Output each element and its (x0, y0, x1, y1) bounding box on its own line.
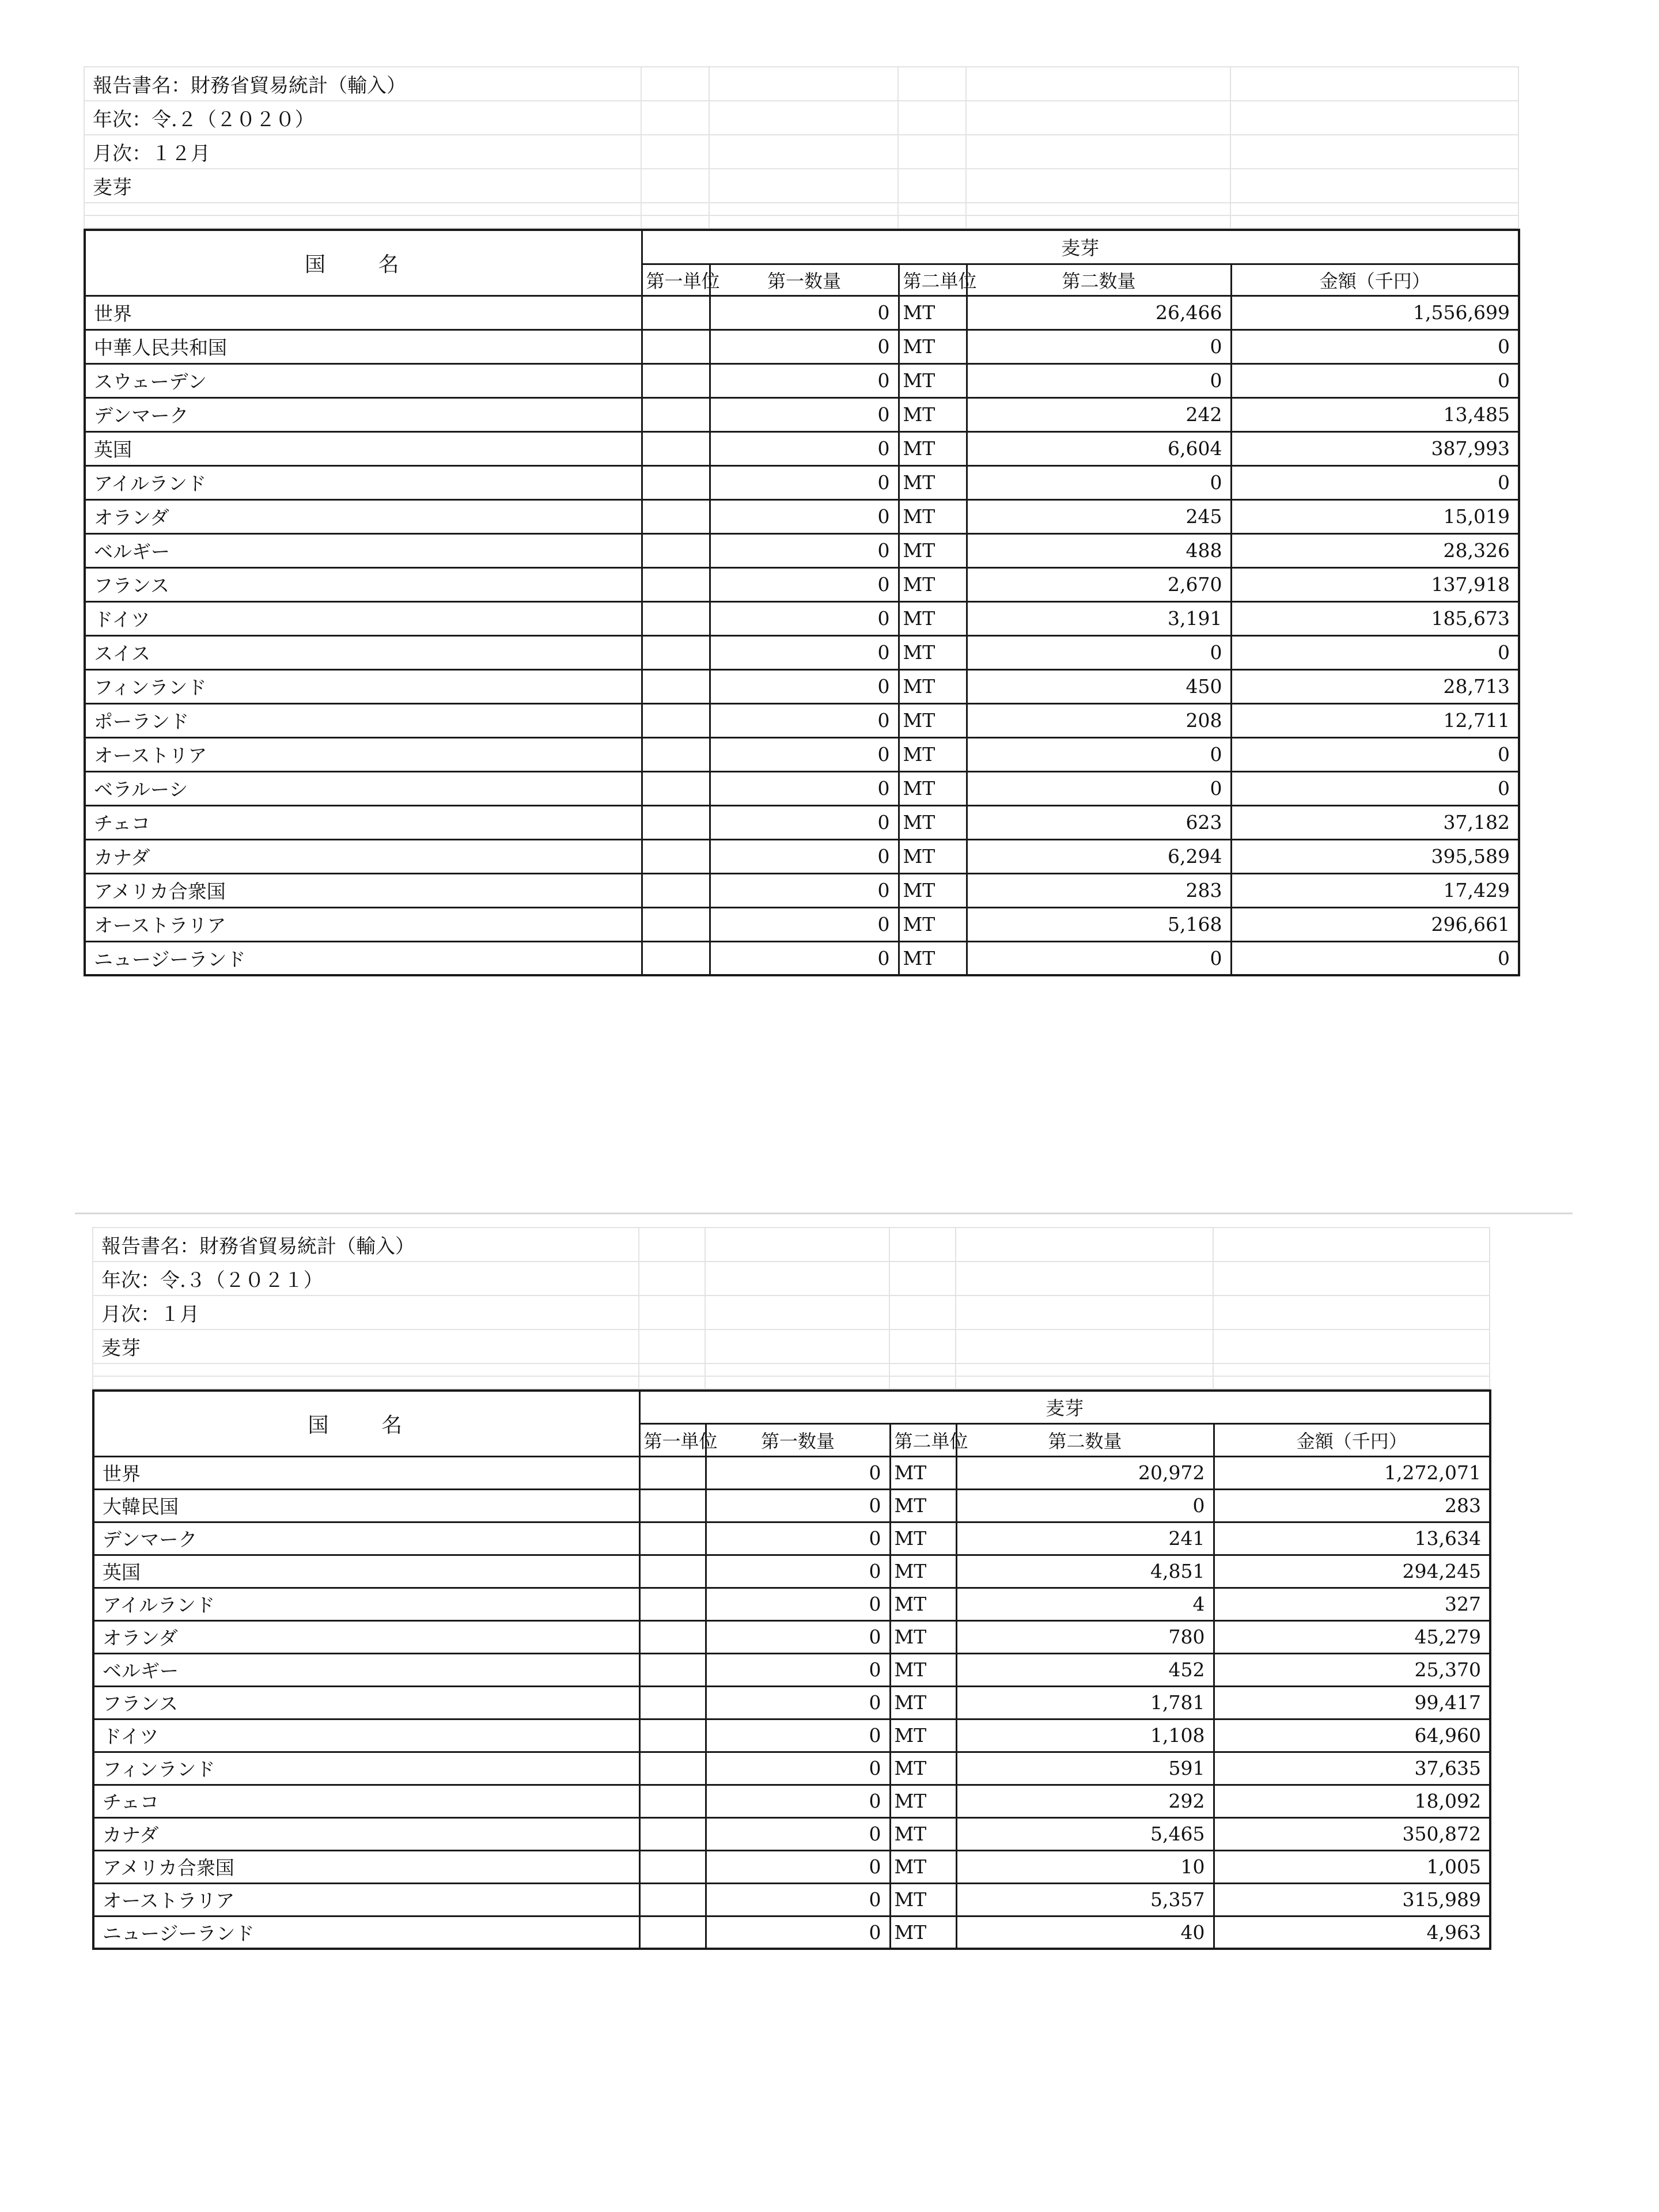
unit2-cell: MT (899, 363, 967, 397)
qty1-cell: 0 (706, 1785, 890, 1817)
country-name-cell: フィンランド (93, 1752, 639, 1785)
table-row (93, 1620, 1490, 1653)
table-row (85, 329, 1519, 363)
report-item: 麦芽 (93, 1330, 639, 1363)
table-row (85, 397, 1519, 431)
qty1-header: 第一数量 (706, 1423, 890, 1456)
country-name-cell: オーストリア (85, 737, 642, 771)
country-name-cell: ニュージーランド (93, 1916, 639, 1949)
unit1-header: 第一単位 (642, 264, 710, 296)
country-header: 国 名 (85, 230, 642, 296)
unit2-cell: MT (899, 465, 967, 499)
country-name-cell: チェコ (93, 1785, 639, 1817)
qty2-cell: 450 (967, 669, 1231, 703)
unit2-cell: MT (890, 1456, 956, 1489)
unit1-cell (642, 805, 710, 839)
unit1-cell (639, 1686, 706, 1719)
country-name-cell: 中華人民共和国 (85, 329, 642, 363)
qty2-cell: 452 (956, 1653, 1214, 1686)
qty2-cell: 5,465 (956, 1817, 1214, 1850)
amount-cell: 1,272,071 (1214, 1456, 1490, 1489)
table-row (93, 1752, 1490, 1785)
qty1-cell: 0 (710, 329, 899, 363)
qty1-cell: 0 (710, 771, 899, 805)
table-row (93, 1883, 1490, 1916)
qty1-cell: 0 (706, 1588, 890, 1620)
table-row (85, 363, 1519, 397)
amount-cell: 0 (1231, 941, 1519, 975)
unit1-cell (642, 329, 710, 363)
qty1-cell: 0 (706, 1555, 890, 1588)
amount-cell: 0 (1231, 635, 1519, 669)
qty2-cell: 0 (967, 771, 1231, 805)
country-name-cell: オーストラリア (93, 1883, 639, 1916)
qty2-cell: 3,191 (967, 601, 1231, 635)
qty2-cell: 623 (967, 805, 1231, 839)
qty1-cell: 0 (710, 431, 899, 465)
qty2-cell: 0 (967, 465, 1231, 499)
country-name-cell: スウェーデン (85, 363, 642, 397)
amount-cell: 12,711 (1231, 703, 1519, 737)
country-name-cell: アメリカ合衆国 (93, 1850, 639, 1883)
report-name: 報告書名：財務省貿易統計（輸入） (84, 67, 641, 101)
qty1-cell: 0 (710, 839, 899, 873)
qty2-cell: 2,670 (967, 567, 1231, 601)
amount-cell: 350,872 (1214, 1817, 1490, 1850)
qty1-cell: 0 (706, 1883, 890, 1916)
unit1-cell (642, 635, 710, 669)
amount-cell: 0 (1231, 363, 1519, 397)
amount-cell: 45,279 (1214, 1620, 1490, 1653)
country-name-cell: フランス (85, 567, 642, 601)
amount-cell: 37,182 (1231, 805, 1519, 839)
unit2-cell: MT (899, 567, 967, 601)
country-name-cell: アイルランド (93, 1588, 639, 1620)
qty1-cell: 0 (710, 805, 899, 839)
qty2-cell: 0 (967, 941, 1231, 975)
table-row (93, 1916, 1490, 1949)
unit2-cell: MT (899, 601, 967, 635)
qty1-cell: 0 (706, 1653, 890, 1686)
unit2-cell: MT (899, 771, 967, 805)
country-name-cell: デンマーク (85, 397, 642, 431)
qty2-cell: 5,357 (956, 1883, 1214, 1916)
qty2-cell: 0 (967, 737, 1231, 771)
qty1-cell: 0 (710, 363, 899, 397)
qty2-cell: 780 (956, 1620, 1214, 1653)
amount-cell: 1,556,699 (1231, 296, 1519, 329)
amount-header: 金額（千円） (1231, 264, 1519, 296)
table-row (85, 635, 1519, 669)
qty2-cell: 1,108 (956, 1719, 1214, 1752)
unit2-cell: MT (899, 397, 967, 431)
amount-cell: 28,713 (1231, 669, 1519, 703)
unit1-cell (642, 873, 710, 907)
amount-cell: 28,326 (1231, 533, 1519, 567)
unit2-cell: MT (890, 1489, 956, 1522)
unit1-cell (639, 1489, 706, 1522)
unit1-cell (642, 737, 710, 771)
report-year: 年次：令.３（２０２１） (93, 1262, 639, 1296)
unit2-cell: MT (890, 1522, 956, 1555)
qty1-cell: 0 (706, 1456, 890, 1489)
country-name-cell: ドイツ (85, 601, 642, 635)
meta-table (84, 66, 1519, 229)
amount-cell: 294,245 (1214, 1555, 1490, 1588)
qty1-cell: 0 (710, 296, 899, 329)
report-month: 月次：１月 (93, 1296, 639, 1330)
qty2-cell: 10 (956, 1850, 1214, 1883)
country-name-cell: ポーランド (85, 703, 642, 737)
unit2-cell: MT (899, 839, 967, 873)
amount-cell: 25,370 (1214, 1653, 1490, 1686)
amount-cell: 387,993 (1231, 431, 1519, 465)
table-row (85, 703, 1519, 737)
qty1-cell: 0 (706, 1489, 890, 1522)
qty2-cell: 6,294 (967, 839, 1231, 873)
qty1-cell: 0 (706, 1719, 890, 1752)
table-row (85, 533, 1519, 567)
unit1-cell (642, 296, 710, 329)
amount-cell: 15,019 (1231, 499, 1519, 533)
country-name-cell: アイルランド (85, 465, 642, 499)
unit1-cell (642, 567, 710, 601)
unit1-cell (639, 1850, 706, 1883)
unit2-cell: MT (899, 499, 967, 533)
qty1-cell: 0 (710, 533, 899, 567)
country-name-cell: 大韓民国 (93, 1489, 639, 1522)
amount-cell: 0 (1231, 737, 1519, 771)
unit2-cell: MT (890, 1752, 956, 1785)
unit1-cell (639, 1522, 706, 1555)
amount-cell: 137,918 (1231, 567, 1519, 601)
country-name-cell: オランダ (85, 499, 642, 533)
qty2-cell: 6,604 (967, 431, 1231, 465)
unit1-cell (639, 1752, 706, 1785)
unit2-cell: MT (899, 296, 967, 329)
unit2-cell: MT (890, 1653, 956, 1686)
amount-cell: 283 (1214, 1489, 1490, 1522)
qty1-cell: 0 (706, 1817, 890, 1850)
unit1-cell (639, 1719, 706, 1752)
unit1-cell (642, 907, 710, 941)
table-row (93, 1555, 1490, 1588)
qty1-cell: 0 (706, 1850, 890, 1883)
unit2-header: 第二単位 (890, 1423, 956, 1456)
qty2-cell: 488 (967, 533, 1231, 567)
unit1-cell (639, 1883, 706, 1916)
qty2-cell: 0 (967, 635, 1231, 669)
unit1-header: 第一単位 (639, 1423, 706, 1456)
report-year: 年次：令.２（２０２０） (84, 101, 641, 135)
unit1-cell (642, 669, 710, 703)
unit2-cell: MT (899, 635, 967, 669)
import-table (84, 229, 1520, 976)
unit2-cell: MT (890, 1686, 956, 1719)
report-name: 報告書名：財務省貿易統計（輸入） (93, 1228, 639, 1262)
unit2-cell: MT (899, 873, 967, 907)
qty2-cell: 0 (967, 329, 1231, 363)
qty2-cell: 283 (967, 873, 1231, 907)
unit1-cell (642, 771, 710, 805)
unit2-cell: MT (890, 1620, 956, 1653)
table-row (85, 771, 1519, 805)
table-row (93, 1817, 1490, 1850)
qty2-cell: 242 (967, 397, 1231, 431)
unit2-cell: MT (899, 805, 967, 839)
unit1-cell (642, 601, 710, 635)
unit2-cell: MT (890, 1785, 956, 1817)
country-name-cell: カナダ (85, 839, 642, 873)
table-row (85, 567, 1519, 601)
qty2-cell: 5,168 (967, 907, 1231, 941)
table-row (85, 839, 1519, 873)
unit1-cell (642, 431, 710, 465)
qty1-cell: 0 (710, 567, 899, 601)
amount-cell: 315,989 (1214, 1883, 1490, 1916)
meta-table (92, 1227, 1490, 1389)
qty1-header: 第一数量 (710, 264, 899, 296)
table-row (93, 1850, 1490, 1883)
amount-cell: 0 (1231, 465, 1519, 499)
table-row (85, 873, 1519, 907)
unit2-cell: MT (899, 533, 967, 567)
amount-cell: 99,417 (1214, 1686, 1490, 1719)
amount-cell: 0 (1231, 771, 1519, 805)
country-name-cell: 英国 (85, 431, 642, 465)
qty2-cell: 0 (956, 1489, 1214, 1522)
table-row (85, 907, 1519, 941)
unit1-cell (642, 363, 710, 397)
qty2-cell: 591 (956, 1752, 1214, 1785)
table-row (85, 296, 1519, 329)
country-name-cell: ベルギー (85, 533, 642, 567)
qty2-cell: 4 (956, 1588, 1214, 1620)
unit1-cell (639, 1620, 706, 1653)
table-row (93, 1785, 1490, 1817)
country-name-cell: ニュージーランド (85, 941, 642, 975)
unit1-cell (642, 839, 710, 873)
unit2-header: 第二単位 (899, 264, 967, 296)
qty1-cell: 0 (710, 499, 899, 533)
table-row (85, 601, 1519, 635)
amount-cell: 296,661 (1231, 907, 1519, 941)
unit2-cell: MT (890, 1555, 956, 1588)
qty1-cell: 0 (710, 397, 899, 431)
country-name-cell: オーストラリア (85, 907, 642, 941)
amount-cell: 64,960 (1214, 1719, 1490, 1752)
table-row (93, 1456, 1490, 1489)
country-name-cell: オランダ (93, 1620, 639, 1653)
country-name-cell: チェコ (85, 805, 642, 839)
qty2-header: 第二数量 (967, 264, 1231, 296)
qty2-cell: 20,972 (956, 1456, 1214, 1489)
qty1-cell: 0 (706, 1686, 890, 1719)
sheet-2021-01 (92, 1227, 1489, 1950)
qty2-cell: 4,851 (956, 1555, 1214, 1588)
table-row (85, 669, 1519, 703)
country-name-cell: 世界 (93, 1456, 639, 1489)
amount-cell: 0 (1231, 329, 1519, 363)
qty1-cell: 0 (710, 941, 899, 975)
unit2-cell: MT (899, 737, 967, 771)
qty2-header: 第二数量 (956, 1423, 1214, 1456)
unit1-cell (639, 1555, 706, 1588)
table-row (93, 1588, 1490, 1620)
table-row (85, 941, 1519, 975)
qty1-cell: 0 (710, 737, 899, 771)
country-name-cell: 英国 (93, 1555, 639, 1588)
qty2-cell: 292 (956, 1785, 1214, 1817)
country-name-cell: スイス (85, 635, 642, 669)
amount-cell: 13,634 (1214, 1522, 1490, 1555)
unit2-cell: MT (899, 703, 967, 737)
report-month: 月次：１２月 (84, 135, 641, 169)
group-header: 麦芽 (642, 230, 1519, 264)
amount-cell: 395,589 (1231, 839, 1519, 873)
qty1-cell: 0 (710, 873, 899, 907)
unit1-cell (639, 1817, 706, 1850)
qty1-cell: 0 (710, 601, 899, 635)
country-name-cell: ドイツ (93, 1719, 639, 1752)
qty2-cell: 1,781 (956, 1686, 1214, 1719)
unit2-cell: MT (899, 329, 967, 363)
report-item: 麦芽 (84, 169, 641, 203)
unit1-cell (639, 1456, 706, 1489)
qty1-cell: 0 (710, 907, 899, 941)
qty1-cell: 0 (706, 1916, 890, 1949)
unit1-cell (639, 1653, 706, 1686)
unit2-cell: MT (899, 907, 967, 941)
table-row (85, 737, 1519, 771)
unit1-cell (639, 1588, 706, 1620)
unit2-cell: MT (899, 941, 967, 975)
unit2-cell: MT (899, 669, 967, 703)
unit1-cell (642, 465, 710, 499)
amount-cell: 185,673 (1231, 601, 1519, 635)
qty1-cell: 0 (710, 465, 899, 499)
table-row (93, 1489, 1490, 1522)
qty1-cell: 0 (710, 635, 899, 669)
table-row (93, 1719, 1490, 1752)
amount-cell: 18,092 (1214, 1785, 1490, 1817)
table-row (85, 431, 1519, 465)
country-name-cell: フィンランド (85, 669, 642, 703)
unit1-cell (642, 941, 710, 975)
table-row (93, 1686, 1490, 1719)
country-name-cell: ベラルーシ (85, 771, 642, 805)
import-table (92, 1389, 1491, 1950)
country-name-cell: ベルギー (93, 1653, 639, 1686)
qty1-cell: 0 (706, 1620, 890, 1653)
country-name-cell: デンマーク (93, 1522, 639, 1555)
page-divider (75, 1213, 1573, 1214)
country-header: 国 名 (93, 1391, 639, 1456)
unit2-cell: MT (890, 1719, 956, 1752)
unit2-cell: MT (890, 1588, 956, 1620)
amount-cell: 327 (1214, 1588, 1490, 1620)
qty1-cell: 0 (710, 669, 899, 703)
qty2-cell: 245 (967, 499, 1231, 533)
unit1-cell (642, 499, 710, 533)
qty2-cell: 241 (956, 1522, 1214, 1555)
table-row (93, 1522, 1490, 1555)
unit1-cell (639, 1916, 706, 1949)
country-name-cell: 世界 (85, 296, 642, 329)
unit2-cell: MT (890, 1916, 956, 1949)
unit2-cell: MT (890, 1883, 956, 1916)
amount-cell: 37,635 (1214, 1752, 1490, 1785)
amount-cell: 1,005 (1214, 1850, 1490, 1883)
amount-cell: 4,963 (1214, 1916, 1490, 1949)
qty2-cell: 40 (956, 1916, 1214, 1949)
table-row (85, 499, 1519, 533)
table-row (93, 1653, 1490, 1686)
table-row (85, 465, 1519, 499)
qty2-cell: 0 (967, 363, 1231, 397)
qty1-cell: 0 (710, 703, 899, 737)
qty1-cell: 0 (706, 1522, 890, 1555)
country-name-cell: フランス (93, 1686, 639, 1719)
sheet-2020-12 (84, 66, 1518, 976)
amount-cell: 13,485 (1231, 397, 1519, 431)
qty1-cell: 0 (706, 1752, 890, 1785)
unit1-cell (642, 703, 710, 737)
group-header: 麦芽 (639, 1391, 1490, 1423)
table-row (85, 805, 1519, 839)
amount-header: 金額（千円） (1214, 1423, 1490, 1456)
country-name-cell: カナダ (93, 1817, 639, 1850)
unit2-cell: MT (890, 1850, 956, 1883)
country-name-cell: アメリカ合衆国 (85, 873, 642, 907)
qty2-cell: 208 (967, 703, 1231, 737)
qty2-cell: 26,466 (967, 296, 1231, 329)
amount-cell: 17,429 (1231, 873, 1519, 907)
unit1-cell (642, 397, 710, 431)
unit2-cell: MT (899, 431, 967, 465)
unit2-cell: MT (890, 1817, 956, 1850)
unit1-cell (642, 533, 710, 567)
unit1-cell (639, 1785, 706, 1817)
